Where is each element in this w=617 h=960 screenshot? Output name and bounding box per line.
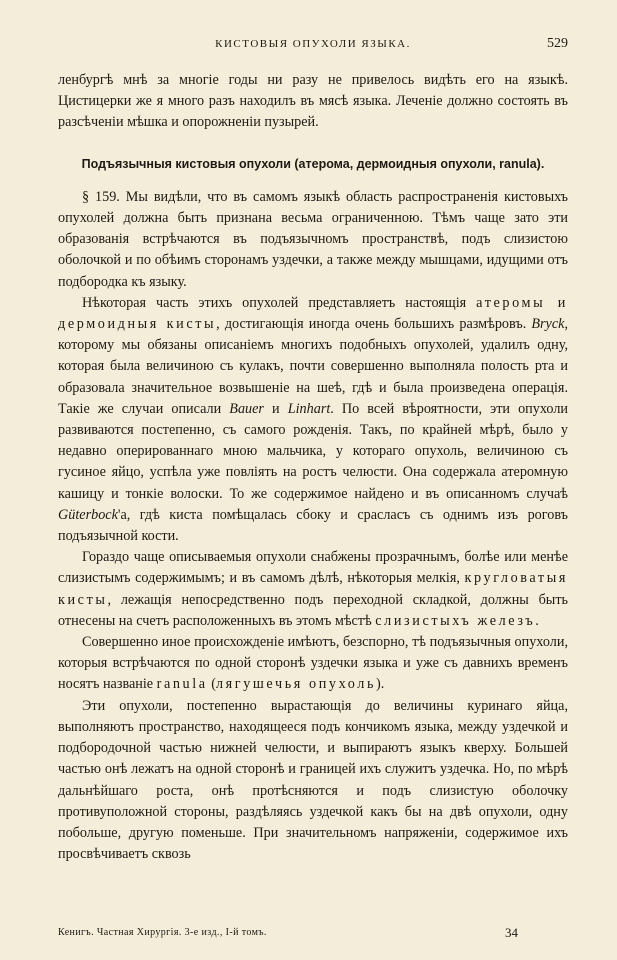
paragraph-growth: Эти опухоли, постепенно вырастающія до величины куринаго яйца, выполняютъ пространство, находящееся подъ кончикомъ языка, между уздечкой и подбородочной частью нижней челюсти, и выпираютъ языкъ кверху. Большей частью онѣ лежатъ на одной сторонѣ и границей ихъ служитъ уздечка. Но, по мѣрѣ дальнѣйшаго роста, онѣ протѣсняются и подъ слизистую оболочку противуположной стороны, раздѣляясь уздечкой какъ бы на двѣ опухоли, одну побольше, другую поменьше. При значительномъ напряженіи, содержимое ихъ просвѣчиваетъ сквозь — [58, 697, 568, 863]
page-header — [58, 30, 568, 52]
body-text — [58, 70, 568, 865]
author-name: Bauer — [229, 400, 264, 417]
signature-mark: 34 — [505, 925, 518, 940]
author-name: Güterbock — [58, 506, 118, 523]
emphasis-text: слизистыхъ железъ — [375, 612, 536, 629]
running-title: КИСТОВЫЯ ОПУХОЛИ ЯЗЫКА. — [215, 38, 411, 50]
footer-note: Кенигъ. Частная Хирургія. 3-е изд., І-й томъ. — [58, 927, 267, 938]
page-number: 529 — [547, 36, 568, 51]
paragraph-159: § 159. Мы видѣли, что въ самомъ языкѣ область распространенія кистовыхъ опухолей должна быть признана весьма ограниченною. Тѣмъ чаще зато эти образованія встрѣчаются въ подъязычномъ пространствѣ, подъ слизистою оболочкой и по обѣимъ сторонамъ уздечки, а также между мышцами, идущими отъ подбородка къ языку. — [58, 188, 568, 290]
emphasis-text: лягушечья опухоль — [215, 676, 377, 693]
paragraph-continued: ленбургѣ мнѣ за многіе годы ни разу не привелось видѣть его на языкѣ. Цистицерки же я много разъ находилъ въ мясѣ языка. Леченіе должно состоять въ разсѣченіи мѣшка и опорожненіи пузырей. — [58, 72, 568, 131]
emphasis-text: ranula — [156, 676, 208, 693]
author-name: Linhart — [287, 400, 331, 417]
paragraph-ranula: Совершенно иное происхожденіе имѣютъ, безспорно, тѣ подъязычныя опухоли, которыя встрѣчаются по одной сторонѣ уздечки языка и уже съ давнихъ временъ носятъ названіе ranula (лягушечья опухоль). — [58, 634, 568, 693]
emphasis-text: атеромы и дермоидныя кисты — [58, 294, 568, 333]
author-name: Bryck — [531, 316, 565, 333]
paragraph-atheroma: Нѣкоторая часть этихъ опухолей представляетъ настоящія атеромы и дермоидныя кисты, достигающія иногда очень большихъ размѣровъ. Bryck, которому мы обязаны описаніемъ многихъ подобныхъ опухолей, удалилъ одну, которая была величиною съ кулакъ, почти совершенно выполняла полость рта и образовала значительное возвышеніе на шеѣ, гдѣ и была произведена операція. Такіе же случаи описали Bauer и Linhart. По всей вѣроятности, эти опухоли развиваются постепенно, съ самого рожденія. Такъ, по крайней мѣрѣ, было у недавно оперированнаго мною мальчика, у котораго опухоль, величиною съ гусиное яйцо, успѣла уже повліять на ростъ челюсти. Она содержала атеромную кашицу и тонкіе волоски. То же содержимое найдено и въ описанномъ случаѣ Güterbock'а, гдѣ киста помѣщалась сбоку и срасласъ съ однимъ изъ роговъ подъязычной кости. — [58, 294, 568, 545]
emphasis-text: кругловатыя кисты — [58, 570, 568, 608]
paragraph-mucous-cysts: Гораздо чаще описываемыя опухоли снабжены прозрачнымъ, болѣе или менѣе слизистымъ содержимымъ; и въ самомъ дѣлѣ, нѣкоторыя мелкія, кругловатыя кисты, лежащія непосредственно подъ переходной складкой, должны быть отнесены на счетъ расположенныхъ въ этомъ мѣстѣ слизистыхъ железъ. — [58, 549, 568, 629]
section-heading: Подъязычныя кистовыя опухоли (атерома, дермоидныя опухоли, ranula). — [81, 156, 545, 171]
page — [58, 30, 568, 940]
